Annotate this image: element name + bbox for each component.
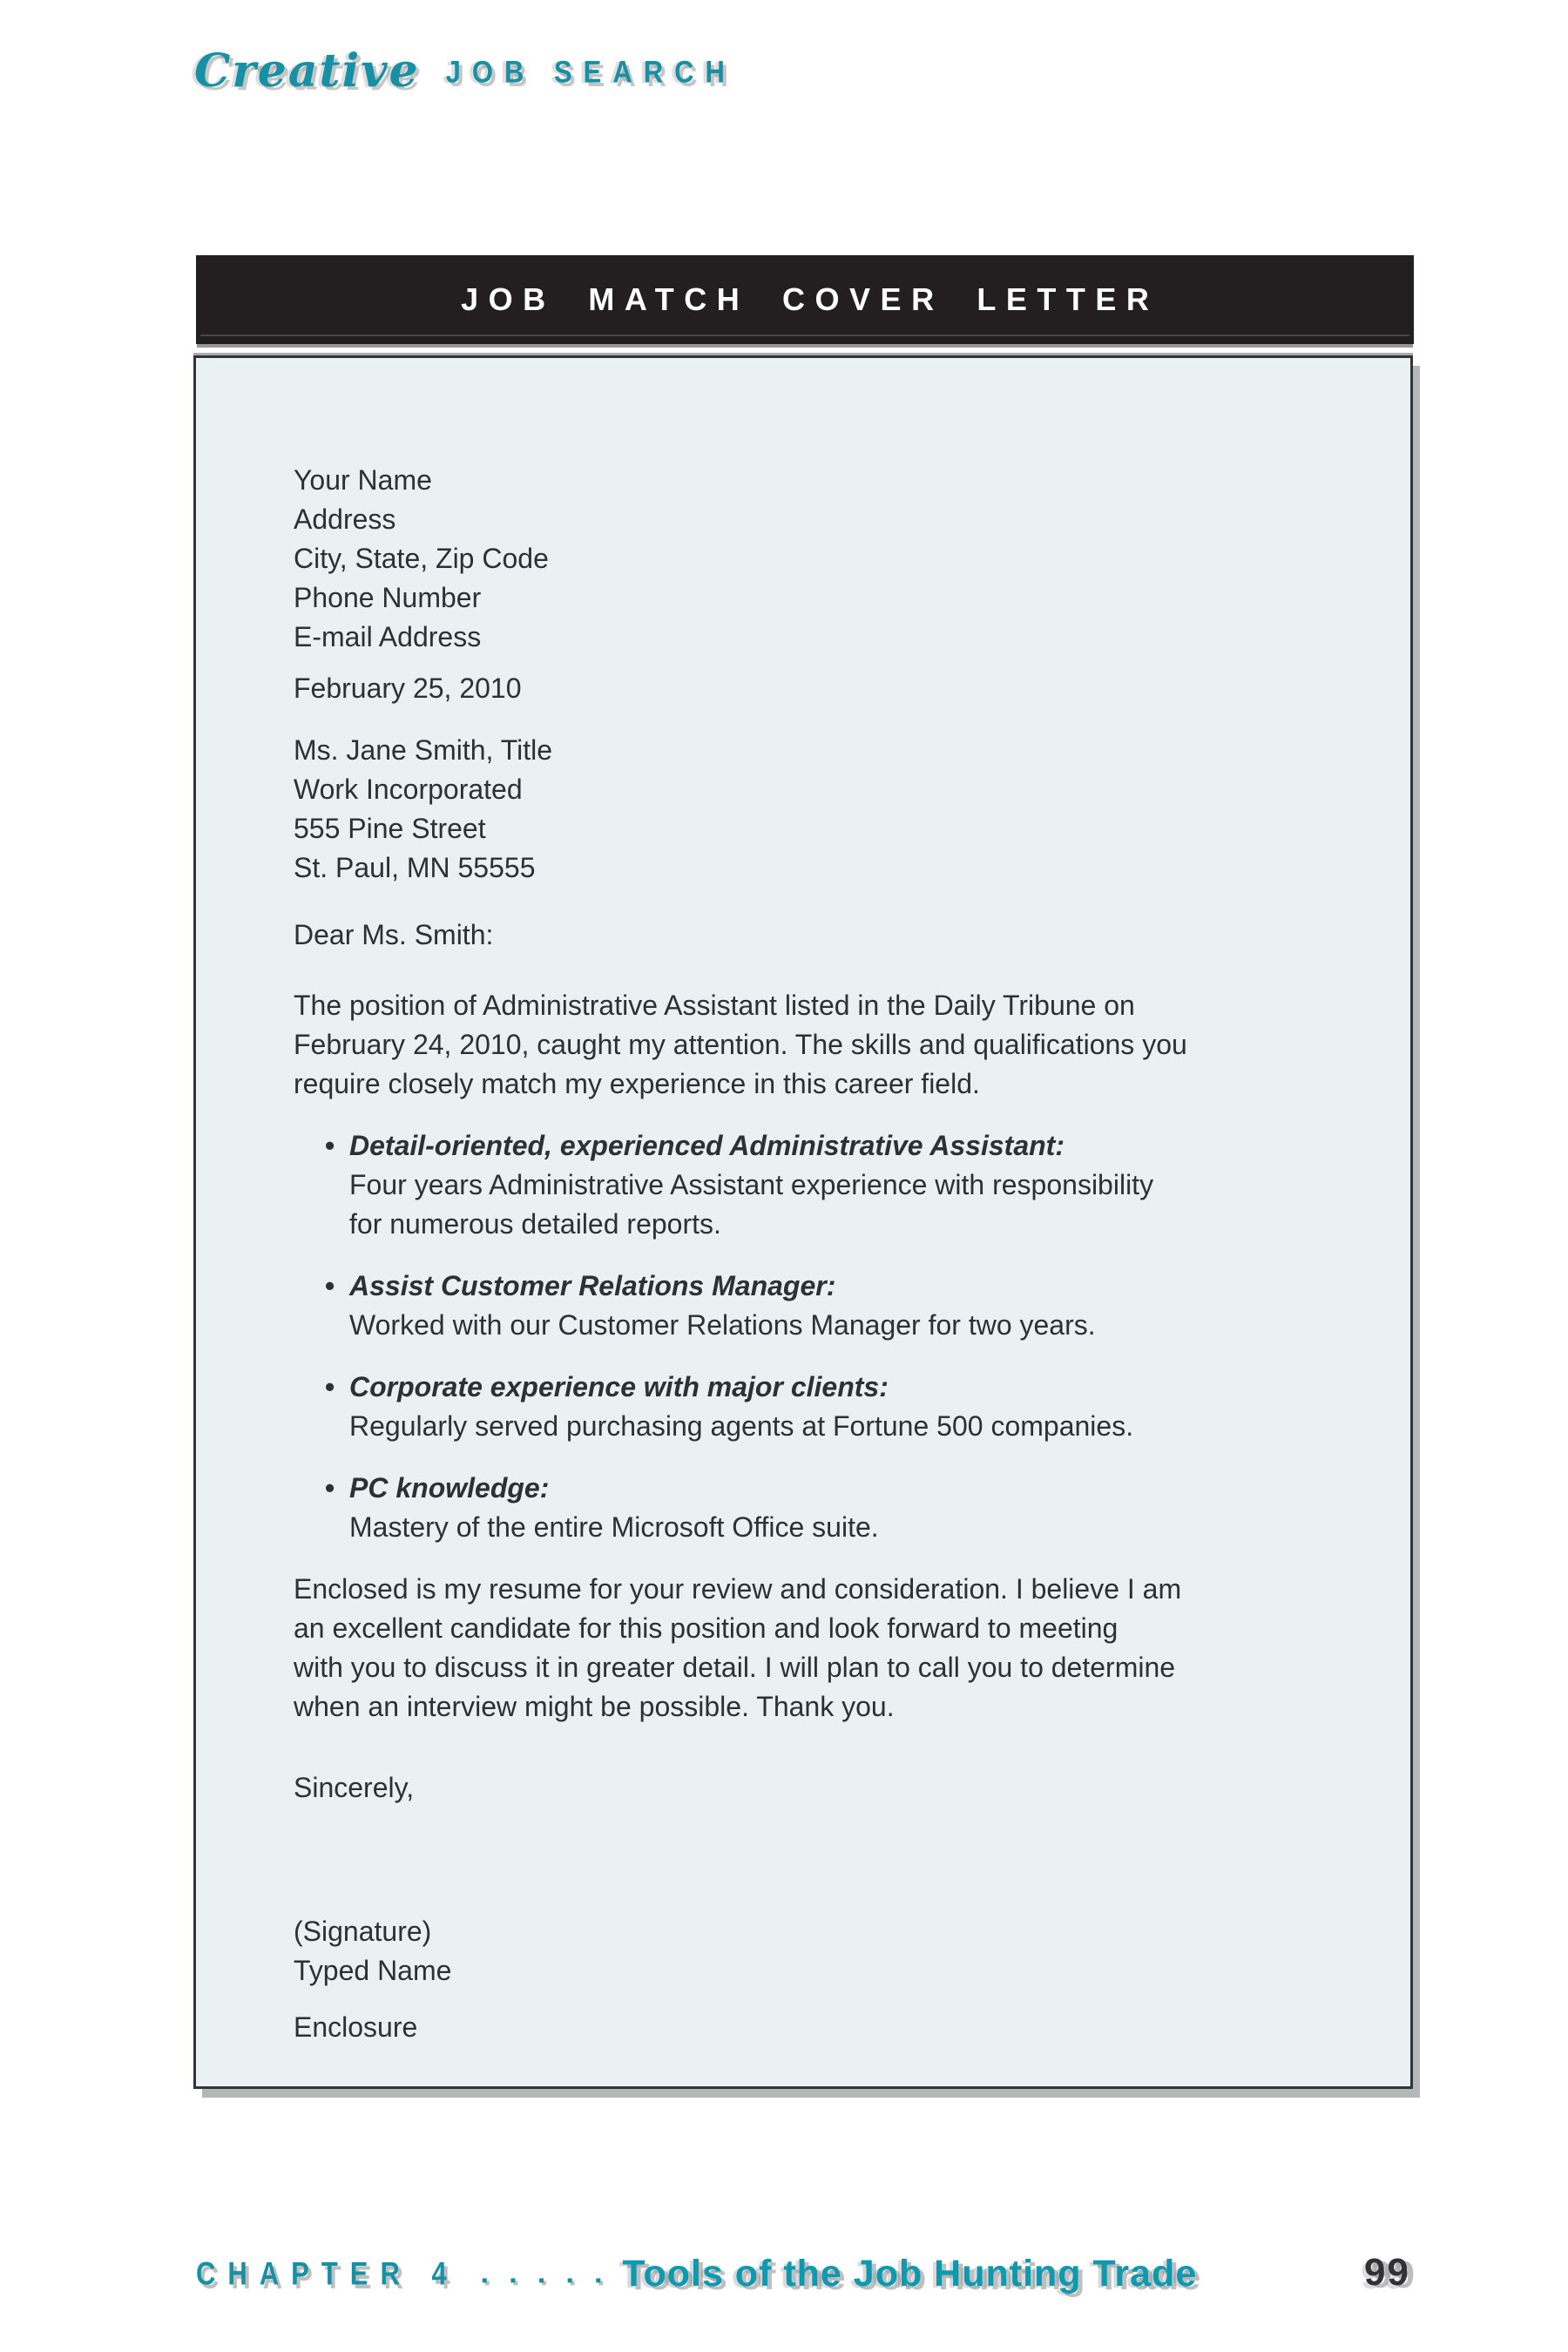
bullet-list [294,1126,1323,1547]
intro-paragraph [294,986,1323,1104]
bullet-item [294,1126,1323,1244]
closing-line: when an interview might be possible. Thank you. [294,1691,895,1722]
closing-line: with you to discuss it in greater detail. I will plan to call you to determine [294,1652,1176,1683]
sender-line: Address [294,504,396,535]
bullet-heading: Corporate experience with major clients: [349,1371,889,1402]
section-banner [196,255,1414,344]
footer-dots: ▪ ▪ ▪ ▪ ▪ [481,2271,611,2290]
date-line: February 25, 2010 [294,672,522,704]
logo-script-text: Creative [194,44,420,98]
bullet-marker: • [325,1371,335,1402]
page-number: 99 [1364,2251,1410,2294]
sender-line: Your Name [294,464,432,496]
letter-panel [193,355,1413,2089]
chapter-label: CHAPTER 4 [196,2254,459,2292]
bullet-body-line: Mastery of the entire Microsoft Office suite. [349,1511,879,1543]
closing-line: an excellent candidate for this position and look forward to meeting [294,1612,1119,1644]
logo-caps-text: JOB SEARCH [445,54,736,90]
intro-line: The position of Administrative Assistant listed in the Daily Tribune on [294,990,1135,1021]
bullet-marker: • [325,1270,335,1301]
typed-name: Typed Name [294,1955,452,1986]
salutation: Dear Ms. Smith: [294,919,494,950]
intro-line: February 24, 2010, caught my attention. The skills and qualifications you [294,1029,1187,1060]
bullet-heading: PC knowledge: [349,1472,550,1504]
bullet-item [294,1267,1323,1345]
bullet-body-line: Worked with our Customer Relations Manager for two years. [349,1309,1096,1341]
sender-line: Phone Number [294,582,482,613]
enclosure-note: Enclosure [294,2011,418,2043]
recipient-line: St. Paul, MN 55555 [294,852,536,883]
bullet-heading: Detail-oriented, experienced Administrative Assistant: [349,1130,1064,1161]
bullet-item [294,1368,1323,1446]
header-logo [194,44,736,98]
sender-block [294,461,1323,657]
footer-section-title: Tools of the Job Hunting Trade [622,2253,1198,2295]
bullet-body-line: Regularly served purchasing agents at Fortune 500 companies. [349,1410,1134,1442]
sender-line: E-mail Address [294,621,482,652]
bullet-heading: Assist Customer Relations Manager: [349,1270,836,1301]
recipient-line: Ms. Jane Smith, Title [294,734,552,766]
recipient-line: Work Incorporated [294,774,523,805]
banner-title: JOB MATCH COVER LETTER [461,281,1159,317]
recipient-line: 555 Pine Street [294,813,486,844]
bullet-marker: • [325,1472,335,1504]
bullet-item [294,1469,1323,1547]
closing-line: Enclosed is my resume for your review and consideration. I believe I am [294,1573,1182,1605]
bullet-body-line: Four years Administrative Assistant experience with responsibility [349,1169,1154,1200]
recipient-block [294,731,1323,888]
banner-bottom-rule [200,335,1409,336]
sender-line: City, State, Zip Code [294,543,549,574]
page-footer [196,2253,1197,2295]
bullet-marker: • [325,1130,335,1161]
bullet-body-line: for numerous detailed reports. [349,1208,721,1240]
valediction: Sincerely, [294,1772,415,1803]
signature-placeholder: (Signature) [294,1916,432,1947]
intro-line: require closely match my experience in this career field. [294,1068,980,1099]
closing-paragraph [294,1570,1323,1727]
signature-block [294,1912,1323,1990]
